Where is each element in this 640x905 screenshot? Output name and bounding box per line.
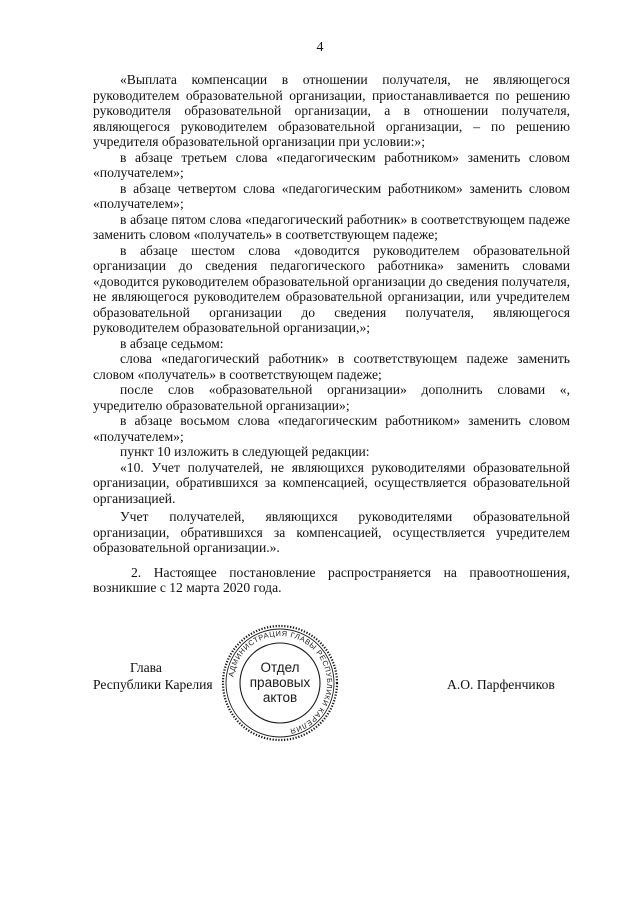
- paragraph-13: 2. Настоящее постановление распространяется на правоотношения, возникшие с 12 марта 2020 года.: [93, 564, 570, 595]
- body-text: [93, 72, 570, 596]
- paragraph-6: в абзаце седьмом:: [120, 335, 224, 351]
- paragraph-12: Учет получателей, являющихся руководителями образовательной организации, обратившихся за компенсацией, осуществляется учредителем образовательной организации.».: [93, 509, 570, 555]
- stamp-ring-text: АДМИНИСТРАЦИЯ ГЛАВЫ РЕСПУБЛИКИ КАРЕЛИЯ: [226, 628, 335, 736]
- paragraph-11: «10. Учет получателей, не являющихся руководителями образовательной организации, обратившихся за компенсацией, осуществляется образовательной организацией.: [93, 459, 570, 506]
- paragraph-5: в абзаце шестом слова «доводится руководителем образовательной организации до сведения педагогического работника» заменить словами «доводится руководителем образовательной организации до сведения получателя, не являющегося руководителем образовательной организации, или учредителем образовательной организации до сведения получателя, являющегося руководителем образовательной организации,»;: [93, 242, 570, 335]
- stamp-line-1: Отдел: [260, 660, 300, 675]
- paragraph-1: «Выплата компенсации в отношении получателя, не являющегося руководителем образовательной организации, приостанавливается по решению руководителя образовательной организации, а в отношении получателя, являющегося руководителем образовательной организации, – по решению учредителя образовательной организации при условии:»;: [93, 72, 570, 149]
- signatory-name: А.О. Парфенчиков: [447, 677, 555, 692]
- paragraph-10: пункт 10 изложить в следующей редакции:: [120, 444, 370, 459]
- paragraph-9: в абзаце восьмом слова «педагогическим работником» заменить словом «получателем»;: [93, 413, 570, 444]
- paragraph-3: в абзаце четвертом слова «педагогическим работником» заменить словом «получателем»;: [93, 180, 570, 211]
- paragraph-8: после слов «образовательной организации» дополнить словами «, учредителю образовательной организации»;: [93, 382, 570, 413]
- stamp-line-3: актов: [262, 690, 298, 705]
- page-number: 4: [316, 40, 324, 55]
- paragraph-2: в абзаце третьем слова «педагогическим работником» заменить словом «получателем»;: [93, 149, 570, 180]
- stamp-line-2: правовых: [249, 675, 311, 690]
- official-stamp: [220, 623, 340, 743]
- signatory-title-line-1: Глава: [130, 660, 162, 675]
- paragraph-7: слова «педагогический работник» в соответствующем падеже заменить словом «получатель» в соответствующем падеже;: [93, 351, 570, 382]
- paragraph-4: в абзаце пятом слова «педагогический работник» в соответствующем падеже заменить словом «получатель» в соответствующем падеже;: [93, 211, 570, 242]
- signatory-title-line-2: Республики Карелия: [93, 677, 213, 692]
